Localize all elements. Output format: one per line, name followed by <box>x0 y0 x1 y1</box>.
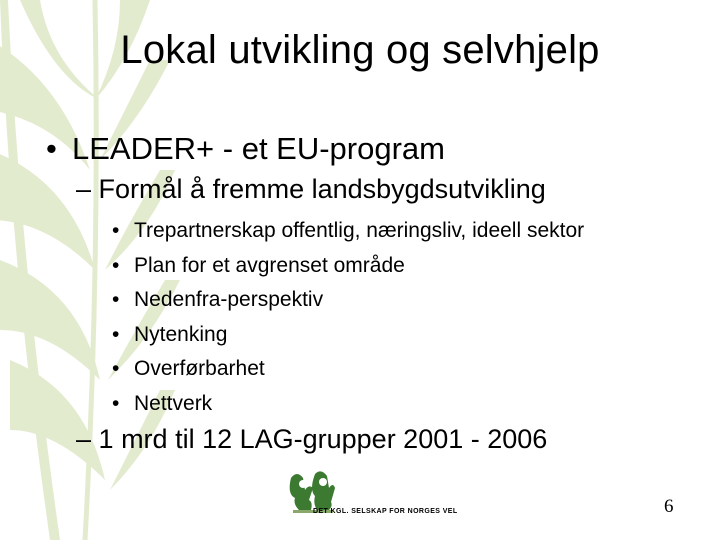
list-item <box>112 389 584 424</box>
logo-text: DET KGL. SELSKAP FOR NORGES VEL <box>313 508 458 515</box>
bullet-level1-text: LEADER+ - et EU-program <box>72 131 445 166</box>
bullet-dot: • <box>112 357 120 380</box>
list-item <box>112 285 584 320</box>
subbullet-funding <box>76 424 547 455</box>
list-item <box>112 216 584 251</box>
list-item-text: Nytenking <box>134 322 228 346</box>
slide-title: Lokal utvikling og selvhjelp <box>120 28 600 72</box>
dash-marker: – <box>76 174 92 204</box>
bullet-dot: • <box>112 253 120 277</box>
bullet-dot: • <box>46 131 57 166</box>
list-item-text: Trepartnerskap offentlig, næringsliv, ideell sektor <box>134 219 585 242</box>
bullet-dot: • <box>112 322 120 346</box>
list-item <box>112 320 584 355</box>
list-item <box>112 251 584 286</box>
subbullet-goal <box>76 174 546 205</box>
list-item-text: Overførbarhet <box>134 357 265 380</box>
list-item-text: Nettverk <box>134 391 213 415</box>
criteria-list <box>112 216 584 423</box>
dash-marker: – <box>76 424 92 454</box>
list-item-text: Nedenfra-perspektiv <box>134 288 324 311</box>
list-item <box>112 354 584 389</box>
bullet-dot: • <box>112 288 120 311</box>
bullet-dot: • <box>112 391 120 415</box>
society-logo-icon <box>283 470 458 540</box>
subbullet-goal-text: Formål å fremme landsbygdsutvikling <box>98 174 546 204</box>
page-number: 6 <box>664 496 674 517</box>
list-item-text: Plan for et avgrenset område <box>134 253 405 277</box>
bullet-dot: • <box>112 219 120 242</box>
subbullet-funding-text: 1 mrd til 12 LAG-grupper 2001 - 2006 <box>98 424 548 454</box>
bullet-level1 <box>46 131 445 167</box>
